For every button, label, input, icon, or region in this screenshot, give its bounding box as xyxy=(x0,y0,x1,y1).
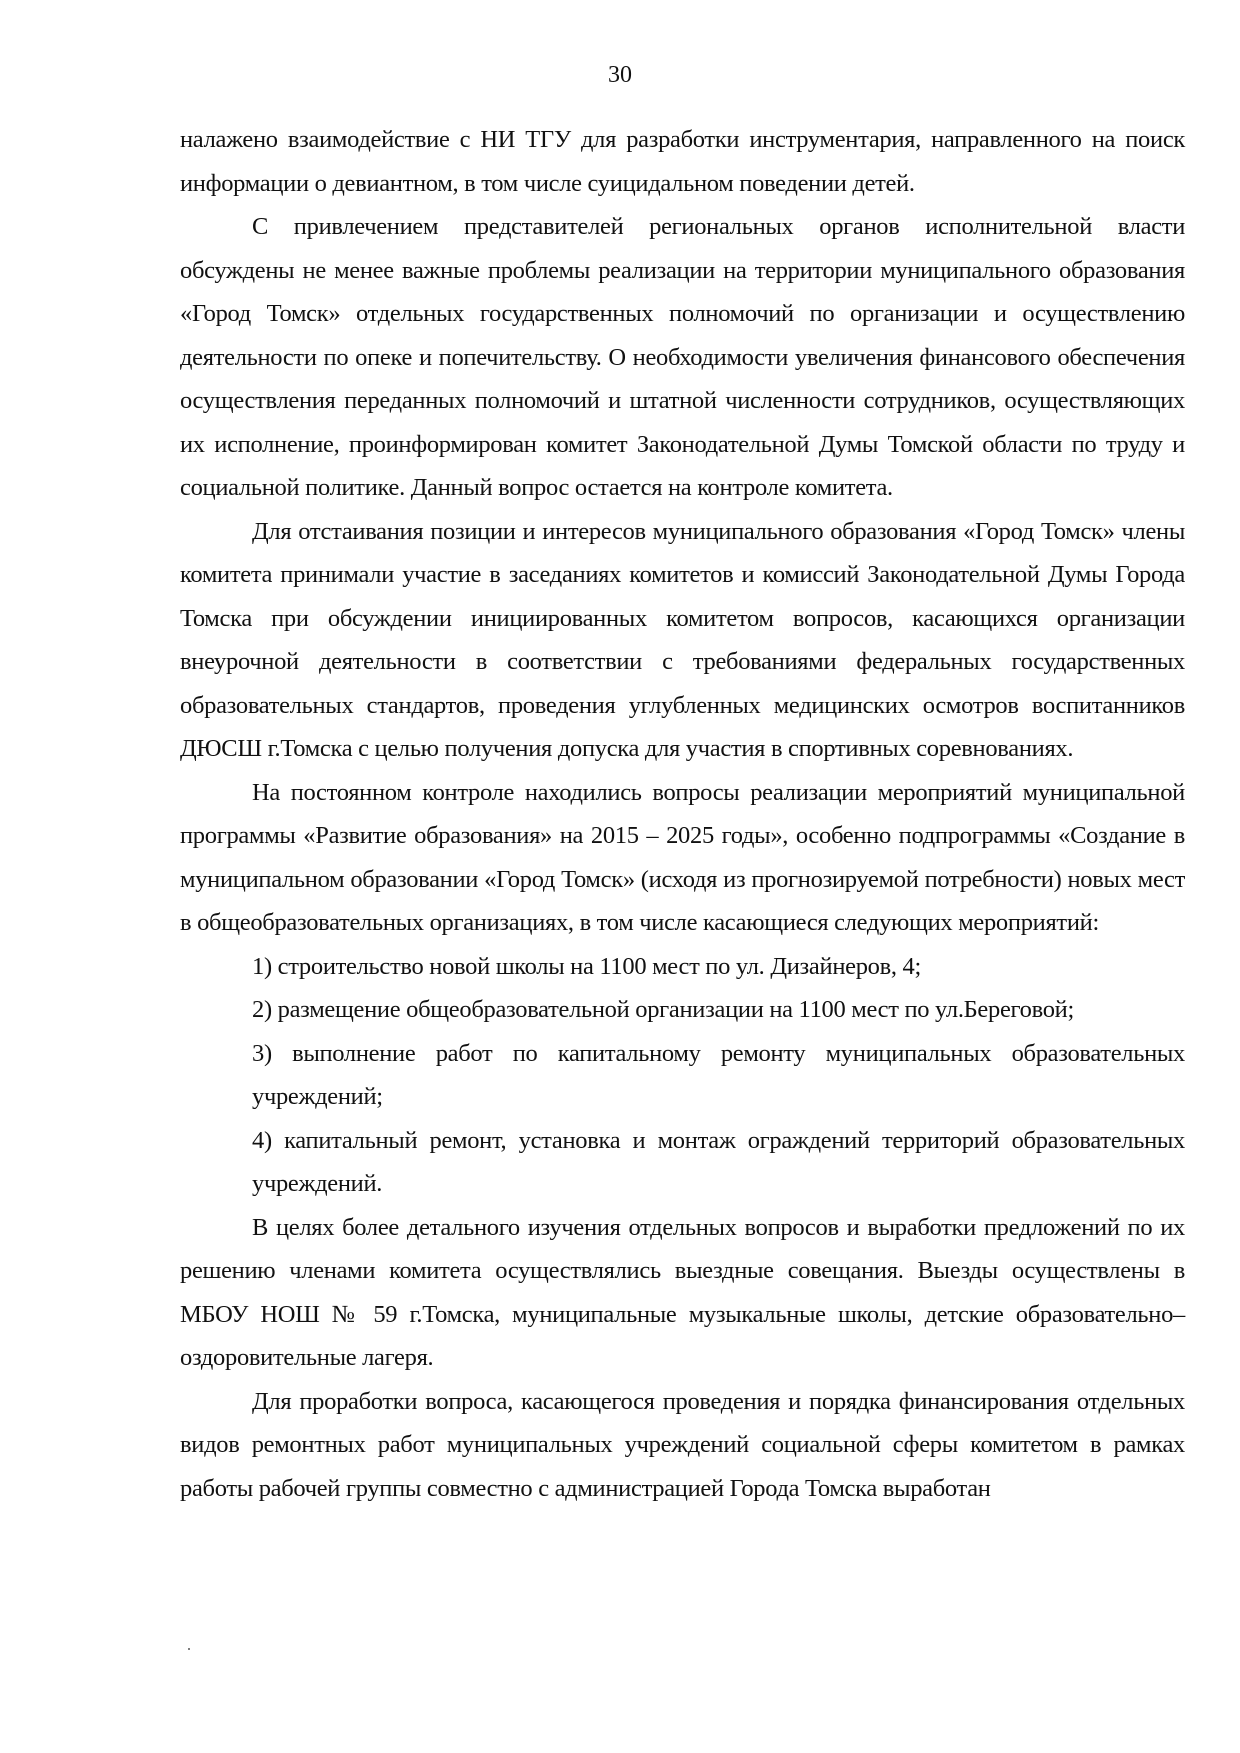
paragraph: В целях более детального изучения отдельных вопросов и выработки предложений по их решению членами комитета осуществлялись выездные совещания. Выезды осуществлены в МБОУ НОШ № 59 г.Томска, муниципальные музыкальные школы, детские образовательно–оздоровительные лагеря. xyxy=(180,1213,1185,1371)
paragraph: Для проработки вопроса, касающегося проведения и порядка финансирования отдельных видов ремонтных работ муниципальных учреждений социальной сферы комитетом в рамках работы рабочей группы совместно с администрацией Города Томска выработан xyxy=(180,1387,1185,1502)
list-item: 1) строительство новой школы на 1100 мест по ул. Дизайнеров, 4; xyxy=(252,952,921,980)
page-number: 30 xyxy=(608,62,632,88)
paragraph: Для отстаивания позиции и интересов муниципального образования «Город Томск» члены комитета принимали участие в заседаниях комитетов и комиссий Законодательной Думы Города Томска при обсуждении инициированных комитетом вопросов, касающихся организации внеурочной деятельности в соответствии с требованиями федеральных государственных образовательных стандартов, проведения углубленных медицинских осмотров воспитанников ДЮСШ г.Томска с целью получения допуска для участия в спортивных соревнованиях. xyxy=(180,517,1185,762)
paragraph: налажено взаимодействие с НИ ТГУ для разработки инструментария, направленного на поиск информации о девиантном, в том числе суицидальном поведении детей. xyxy=(180,126,1185,197)
paragraph: На постоянном контроле находились вопросы реализации мероприятий муниципальной программы «Развитие образования» на 2015 – 2025 годы», особенно подпрограммы «Создание в муниципальном образовании «Город Томск» (исходя из прогнозируемой потребности) новых мест в общеобразовательных организациях, в том числе касающиеся следующих мероприятий: xyxy=(180,778,1185,936)
list-item: 4) капитальный ремонт, установка и монтаж ограждений территорий образовательных учреждений. xyxy=(252,1126,1185,1197)
scan-speck xyxy=(188,1648,190,1650)
list-item: 2) размещение общеобразовательной организации на 1100 мест по ул.Береговой; xyxy=(252,996,1074,1023)
document-body xyxy=(180,118,1185,1510)
paragraph: С привлечением представителей региональных органов исполнительной власти обсуждены не менее важные проблемы реализации на территории муниципального образования «Город Томск» отдельных государственных полномочий по организации и осуществлению деятельности по опеке и попечительству. О необходимости увеличения финансового обеспечения осуществления переданных полномочий и штатной численности сотрудников, осуществляющих их исполнение, проинформирован комитет Законодательной Думы Томской области по труду и социальной политике. Данный вопрос остается на контроле комитета. xyxy=(180,213,1185,501)
list-item: 3) выполнение работ по капитальному ремонту муниципальных образовательных учреждений; xyxy=(252,1039,1185,1110)
